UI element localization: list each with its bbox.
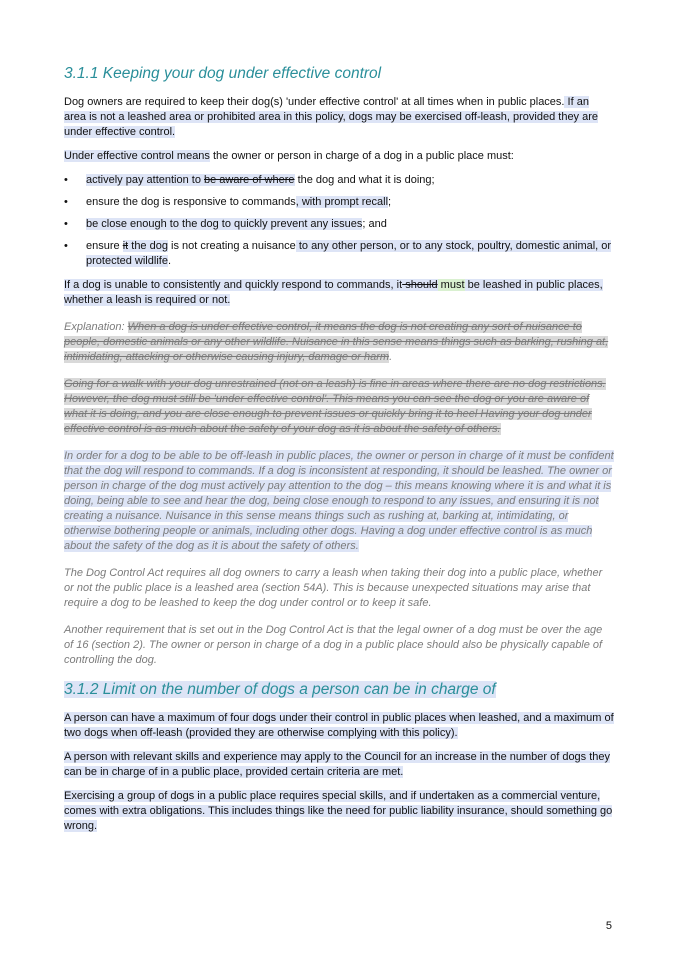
section-heading-3-1-1: 3.1.1 Keeping your dog under effective control xyxy=(64,65,382,82)
intro-highlighted-text: If an area is not a leashed area or prohibited area in this policy, dogs may be exercised off-leash, provided they are under effective control. xyxy=(64,96,599,138)
bullet-glyph: • xyxy=(64,240,68,252)
explanation-paragraph-leash-carry: The Dog Control Act requires all dog owners to carry a leash when taking their dog into a public place, whether or not the public place is a leashed area (section 54A). This is because unexpected situations may arise that require a dog to be leashed to keep the dog under control or to keep it safe. xyxy=(64,567,603,609)
explanation-deleted-paragraph-2 xyxy=(64,377,614,437)
section-heading-3-1-2: 3.1.2 Limit on the number of dogs a person can be in charge of xyxy=(64,681,496,698)
limit-increase-paragraph: A person with relevant skills and experience may apply to the Council for an increase in the number of dogs they can be in charge of in a public place, provided certain criteria are met. xyxy=(64,751,611,778)
definition-text: the owner or person in charge of a dog in a public place must: xyxy=(209,150,514,162)
leash-requirement-paragraph: If a dog is unable to consistently and quickly respond to commands, it should must be leashed in public places, whether a leash is required or not. xyxy=(64,279,603,306)
inserted-text: must xyxy=(437,279,465,291)
page-number: 5 xyxy=(605,920,612,932)
control-requirements-list xyxy=(64,173,614,269)
bullet-glyph: • xyxy=(64,218,68,230)
explanation-deleted-paragraph-1: Explanation: When a dog is under effective control, it means the dog is not creating any sort of nuisance to people, domestic animals or any other wildlife. Nuisance in this sense means things such as barking, rushing at, intimidating, attacking or otherwise causing injury, damage or harm. xyxy=(64,321,609,363)
definition-paragraph xyxy=(64,149,614,164)
deleted-text: should xyxy=(402,279,438,291)
deleted-text: Going for a walk with your dog unrestrained (not on a leash) is fine in areas where there are no dog restrictions. However, the dog must still be 'under effective control'. This means you can see the dog or you are aware of what it is doing, and you are close enough to prevent issues or quickly bring it to heel Having your dog under effective control is as much about the safety of your dog as it is about the safety of others. xyxy=(64,378,606,435)
intro-paragraph xyxy=(64,95,614,140)
list-item: • actively pay attention to be aware of where the dog and what it is doing; xyxy=(64,174,435,186)
page-content xyxy=(64,64,614,843)
explanation-paragraph-offleash: In order for a dog to be able to be off-leash in public places, the owner or person in charge of it must be confident that the dog will respond to commands. If a dog is inconsistent at responding, it should be leashed. The owner or person in charge of the dog must actively pay attention to the dog – this means knowing where it is and what it is doing, being able to see and hear the dog, being close enough to respond to any issues, and ensuring it is not creating a nuisance. Nuisance in this sense means things such as rushing at, barking at, intimidating, or otherwise bothering people or animals, including other dogs. Having a dog under effective control is as much about the safety of the dog as it is about the safety of others. xyxy=(64,450,614,552)
list-item: • ensure it the dog is not creating a nuisance to any other person, or to any stock, poultry, domestic animal, or protected wildlife. xyxy=(64,240,612,267)
bullet-glyph: • xyxy=(64,196,68,208)
list-item: • ensure the dog is responsive to commands, with prompt recall; xyxy=(64,196,392,208)
definition-highlighted-text: Under effective control means xyxy=(64,150,210,162)
deleted-text: When a dog is under effective control, it means the dog is not creating any sort of nuisance to people, domestic animals or any other wildlife. Nuisance in this sense means things such as barking, rushing at, intimidating, attacking or otherwise causing injury, damage or harm xyxy=(64,321,609,363)
dog-limit-paragraph: A person can have a maximum of four dogs under their control in public places when leashed, and a maximum of two dogs when off-leash (provided they are otherwise complying with this policy). xyxy=(64,712,614,739)
commercial-venture-paragraph: Exercising a group of dogs in a public place requires special skills, and if undertaken as a commercial venture, comes with extra obligations. This includes things like the need for public liability insurance, should something go wrong. xyxy=(64,790,613,832)
explanation-paragraph-owner-age: Another requirement that is set out in the Dog Control Act is that the legal owner of a dog must be over the age of 16 (section 2). The owner or person in charge of a dog in a public place should also be physically capable of controlling the dog. xyxy=(64,624,603,666)
list-item: • be close enough to the dog to quickly prevent any issues; and xyxy=(64,218,387,230)
bullet-glyph: • xyxy=(64,174,68,186)
intro-text: Dog owners are required to keep their dog(s) 'under effective control' at all times when in public places. xyxy=(64,96,565,108)
deleted-text: be aware of where xyxy=(204,174,295,186)
deleted-text: it xyxy=(122,240,129,252)
explanation-label: Explanation: xyxy=(64,321,128,333)
